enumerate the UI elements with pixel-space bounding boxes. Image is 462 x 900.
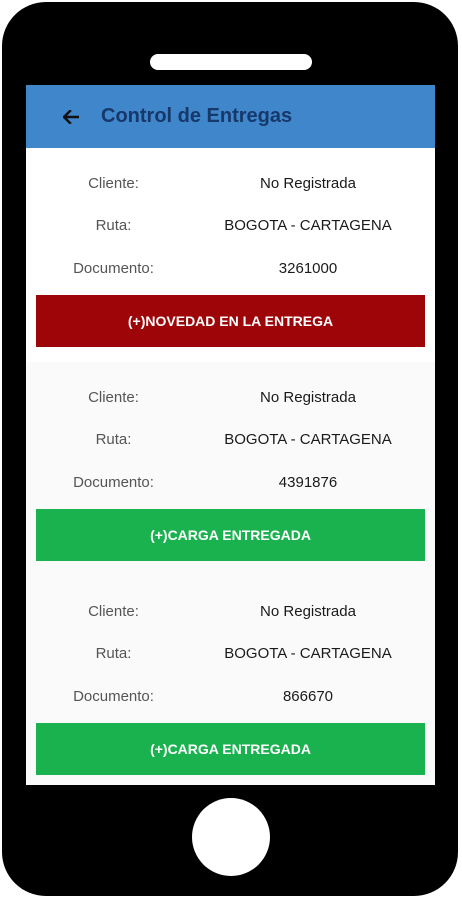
cliente-value: No Registrada: [260, 388, 356, 406]
documento-label: Documento:: [73, 687, 154, 705]
ruta-row: [26, 214, 435, 236]
cliente-value: No Registrada: [260, 602, 356, 620]
cliente-row: [26, 172, 435, 194]
ruta-label: Ruta:: [95, 430, 132, 448]
ruta-value: BOGOTA - CARTAGENA: [224, 644, 392, 662]
documento-value: 3261000: [278, 259, 338, 277]
phone-speaker: [150, 54, 312, 70]
ruta-value: BOGOTA - CARTAGENA: [224, 430, 392, 448]
ruta-label: Ruta:: [95, 216, 132, 234]
arrow-left-icon[interactable]: [63, 110, 79, 124]
novedad-entrega-button[interactable]: (+)NOVEDAD EN LA ENTREGA: [36, 295, 425, 347]
delivery-card: [26, 362, 435, 576]
app-screen: [26, 85, 435, 785]
documento-value: 866670: [282, 687, 334, 705]
delivery-card: [26, 148, 435, 362]
cliente-label: Cliente:: [88, 602, 139, 620]
ruta-value: BOGOTA - CARTAGENA: [224, 216, 392, 234]
documento-row: [26, 471, 435, 493]
cliente-value: No Registrada: [260, 174, 356, 192]
documento-value: 4391876: [278, 473, 338, 491]
app-bar: [26, 85, 435, 148]
cliente-label: Cliente:: [88, 388, 139, 406]
carga-entregada-button[interactable]: (+)CARGA ENTREGADA: [36, 723, 425, 775]
cliente-row: [26, 386, 435, 408]
ruta-row: [26, 428, 435, 450]
documento-row: [26, 257, 435, 279]
page-title: Control de Entregas: [101, 105, 293, 127]
phone-frame: [2, 2, 458, 896]
delivery-card: [26, 576, 435, 785]
cliente-row: [26, 600, 435, 622]
ruta-label: Ruta:: [95, 644, 132, 662]
phone-home-button[interactable]: [192, 798, 270, 876]
cliente-label: Cliente:: [88, 174, 139, 192]
documento-row: [26, 685, 435, 707]
documento-label: Documento:: [73, 473, 154, 491]
carga-entregada-button[interactable]: (+)CARGA ENTREGADA: [36, 509, 425, 561]
ruta-row: [26, 642, 435, 664]
documento-label: Documento:: [73, 259, 154, 277]
